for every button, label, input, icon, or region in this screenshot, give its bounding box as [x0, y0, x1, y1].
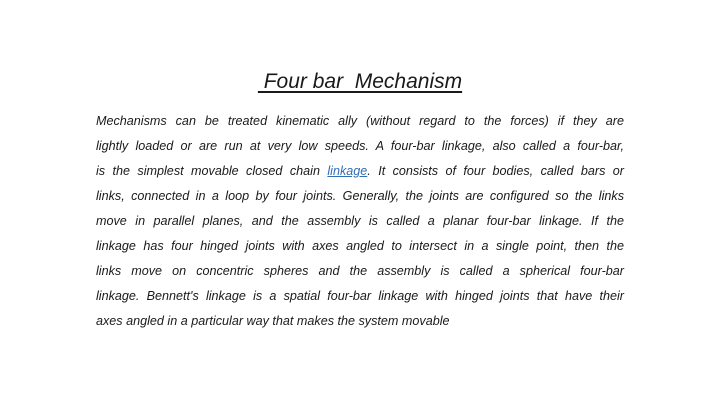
- paragraph-line-9: axes angled in a particular way that makes the system movable: [96, 314, 450, 328]
- paragraph-line-8: linkage. Bennett's linkage is a spatial four-bar linkage with hinged joints that have their: [96, 289, 624, 303]
- slide-title: Four bar Mechanism: [257, 70, 463, 93]
- linkage-link[interactable]: linkage: [327, 164, 368, 178]
- paragraph-line-7: links move on concentric spheres and the assembly is called a spherical four-bar: [96, 264, 624, 278]
- paragraph-line-4: links, connected in a loop by four joints. Generally, the joints are configured so the links: [96, 189, 624, 203]
- paragraph-line-5: move in parallel planes, and the assembly is called a planar four-bar linkage. If the: [96, 214, 624, 228]
- paragraph-line-3-end: . It consists of four bodies, called bars or: [367, 164, 624, 178]
- body-paragraph: [96, 109, 624, 334]
- paragraph-line-6: linkage has four hinged joints with axes angled to intersect in a single point, then the: [96, 239, 624, 253]
- paragraph-line-3-start: is the simplest movable closed chain: [96, 164, 328, 178]
- paragraph-line-3: [96, 159, 624, 184]
- paragraph-line-1: Mechanisms can be treated kinematic ally (without regard to the forces) if they are: [96, 114, 624, 128]
- paragraph-line-2: lightly loaded or are run at very low speeds. A four-bar linkage, also called a four-bar,: [96, 139, 624, 153]
